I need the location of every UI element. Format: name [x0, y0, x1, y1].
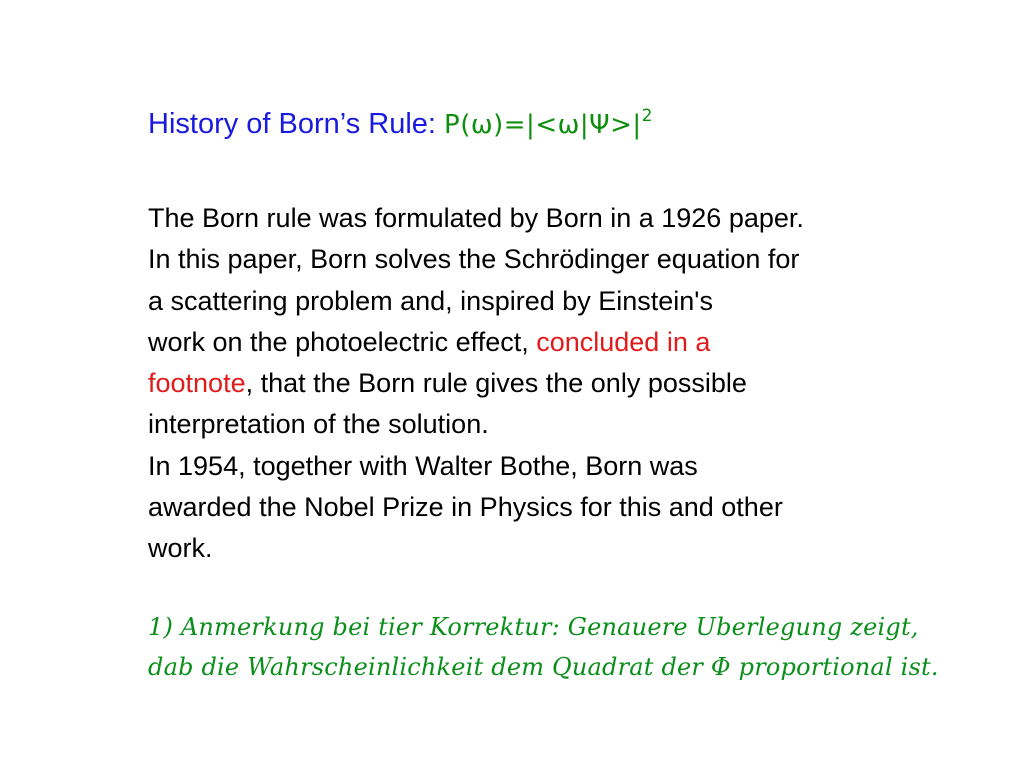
- title-text: History of Born’s Rule:: [148, 108, 445, 140]
- formula-text: P(ω)=|<ω|Ψ>|: [444, 110, 642, 140]
- body-line: a scattering problem and, inspired by Einstein's: [148, 285, 713, 316]
- footnote-line: 1) Anmerkung bei tier Korrektur: Genauere Uberlegung zeigt,: [148, 613, 919, 641]
- body-line: [148, 322, 998, 363]
- slide-title: [148, 100, 653, 149]
- body-paragraph: [148, 198, 998, 570]
- footnote-quote: [148, 607, 1018, 687]
- body-line: [148, 363, 998, 404]
- highlight-text: footnote: [148, 368, 246, 399]
- body-line: work.: [148, 533, 213, 564]
- body-line: The Born rule was formulated by Born in a 1926 paper.: [148, 203, 804, 233]
- body-text-segment: , that the Born rule gives the only possible: [245, 368, 747, 399]
- formula-exponent: 2: [641, 106, 653, 126]
- footnote-line: dab die Wahrscheinlichkeit dem Quadrat der Φ proportional ist.: [148, 653, 939, 681]
- body-line: In this paper, Born solves the Schrödinger equation for: [148, 244, 800, 275]
- body-line: In 1954, together with Walter Bothe, Born was: [148, 450, 698, 481]
- highlight-text: concluded in a: [536, 326, 711, 357]
- body-text-segment: work on the photoelectric effect,: [148, 326, 537, 357]
- body-line: awarded the Nobel Prize in Physics for this and other: [148, 492, 783, 523]
- body-line: interpretation of the solution.: [148, 409, 489, 440]
- born-rule-formula: [444, 106, 653, 140]
